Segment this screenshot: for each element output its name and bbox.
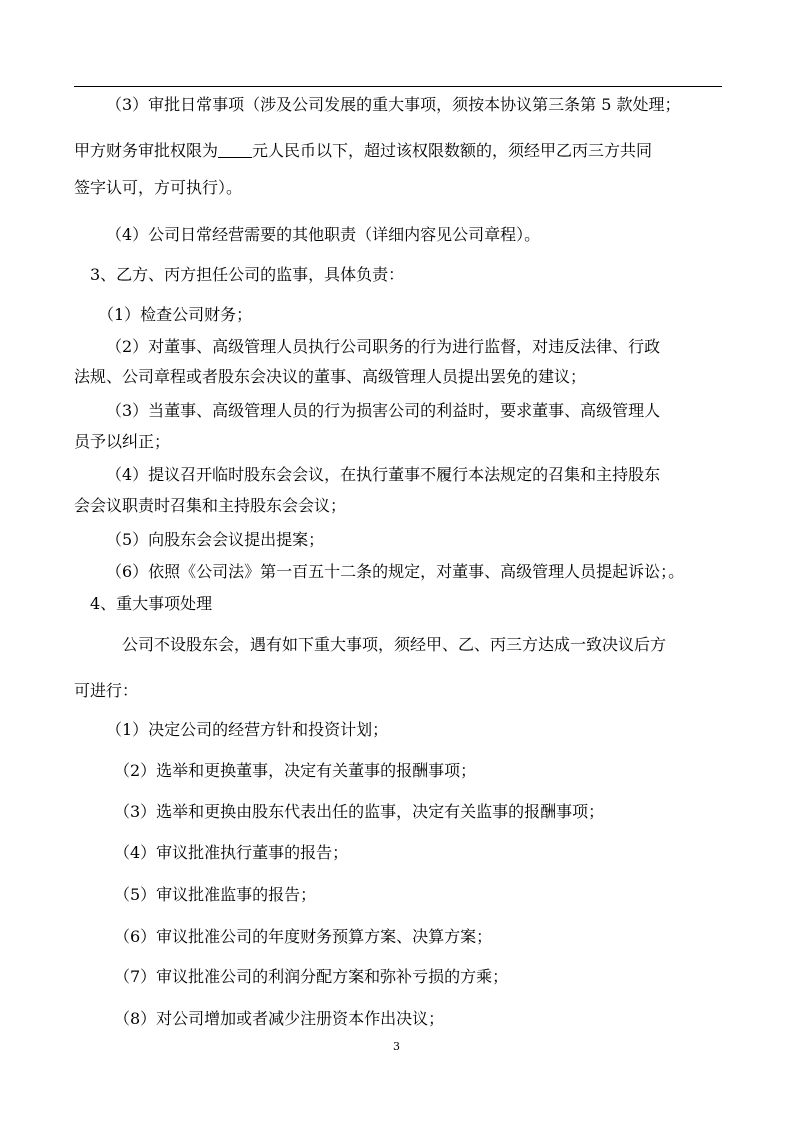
text-line-13: （5）向股东会会议提出提案； — [106, 530, 325, 549]
list-item-3: （3）选举和更换由股东代表出任的监事，决定有关监事的报酬事项； — [114, 802, 605, 821]
list-item-1: （1）决定公司的经营方针和投资计划； — [106, 720, 389, 739]
text-line-12: 会会议职责时召集和主持股东会会议； — [74, 496, 347, 515]
list-item-7: （7）审议批准公司的利润分配方案和弥补亏损的方乘； — [114, 967, 509, 986]
text-line-11: （4）提议召开临时股东会会议，在执行董事不履行本法规定的召集和主持股东 — [106, 465, 661, 484]
section-heading-3: 3、乙方、丙方担任公司的监事，具体负责： — [90, 265, 405, 284]
text-line-6: （1）检查公司财务； — [98, 305, 253, 324]
text-segment-1: 甲方财务审批权限为 — [74, 141, 219, 160]
text-line-2 — [74, 141, 722, 161]
list-item-4: （4）审议批准执行董事的报告； — [114, 843, 349, 862]
page-number: 3 — [393, 1040, 400, 1053]
list-item-2: （2）选举和更换董事，决定有关董事的报酬事项； — [114, 761, 477, 780]
list-item-8: （8）对公司增加或者减少注册资本作出决议； — [114, 1009, 445, 1028]
text-line-8: 法规、公司章程或者股东会决议的董事、高级管理人员提出罢免的建议； — [74, 367, 587, 386]
text-line-17: 可进行： — [74, 681, 139, 700]
text-line-1: （3）审批日常事项（涉及公司发展的重大事项，须按本协议第三条第 5 款处理； — [106, 95, 681, 114]
amount-blank — [218, 143, 252, 158]
text-line-16: 公司不设股东会，遇有如下重大事项，须经甲、乙、丙三方达成一致决议后方 — [122, 635, 667, 654]
text-line-4: （4）公司日常经营需要的其他职责（详细内容见公司章程）。 — [106, 225, 541, 244]
list-item-6: （6）审议批准公司的年度财务预算方案、决算方案； — [114, 927, 493, 946]
text-line-10: 员予以纠正； — [74, 432, 171, 451]
text-line-7: （2）对董事、高级管理人员执行公司职务的行为进行监督，对违反法律、行政 — [106, 337, 661, 356]
text-line-9: （3）当董事、高级管理人员的行为损害公司的利益时，要求董事、高级管理人 — [106, 401, 661, 420]
text-segment-2: 元人民币以下，超过该权限数额的，须经甲乙丙三方共同 — [252, 141, 653, 160]
text-line-14: （6）依照《公司法》第一百五十二条的规定，对董事、高级管理人员提起诉讼；。 — [106, 562, 685, 581]
header-rule — [74, 86, 722, 87]
section-heading-4: 4、重大事项处理 — [90, 594, 213, 613]
list-item-5: （5）审议批准监事的报告； — [114, 885, 317, 904]
text-line-3: 签字认可，方可执行）。 — [74, 178, 243, 197]
